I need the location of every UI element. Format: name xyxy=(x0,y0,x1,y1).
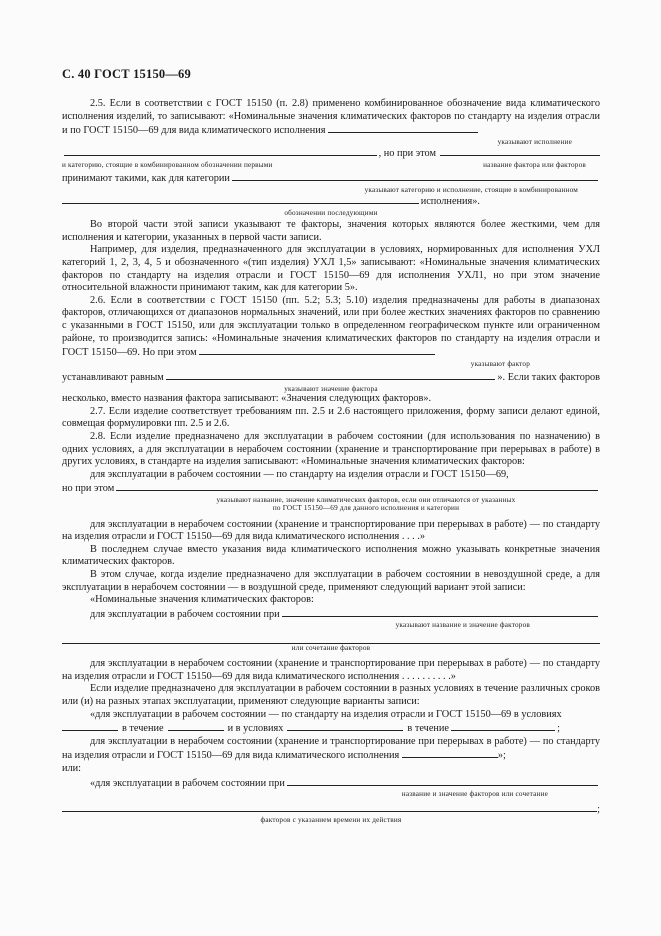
paragraph: для эксплуатации в рабочем состоянии — по стандарту на изделия отрасли и ГОСТ 15150—69, xyxy=(90,468,509,480)
field-caption: указывают фактор xyxy=(470,359,530,368)
paragraph: В последнем случае вместо указания вида климатического исполнения можно указывать конкретные значения климатических факторов. xyxy=(62,543,600,568)
field-caption: обозначении последующими xyxy=(284,208,378,217)
blank-line xyxy=(199,345,435,355)
paragraph: Во второй части этой записи указывают те факторы, значения которых являются более жесткими, чем для исполнения и категории, указанных в первой части записи. xyxy=(62,219,600,243)
form-line: ; xyxy=(62,802,600,817)
blank-line xyxy=(166,370,496,380)
form-line: «для эксплуатации в рабочем состоянии при xyxy=(62,776,600,791)
field-caption: указывают значение фактора xyxy=(284,384,378,393)
form-line: для эксплуатации в рабочем состоянии при xyxy=(62,607,600,622)
blank-line xyxy=(287,776,598,786)
blank-line xyxy=(402,748,498,758)
blank-line xyxy=(62,634,600,644)
paragraph: Например, для изделия, предназначенного для эксплуатации в условиях, нормированных для исполнения УХЛ категорий 1, 2, 3, 4, 5 и обозначенного «(тип изделия) УХЛ 1,5» записывают: «Номинальные значения климатических факторов по стандарту на изделия отрасли и ГОСТ 15150—69 для исполнения УХЛ1, но при этом значение относительной влажности принимают таким, как для категории 5». xyxy=(62,244,600,294)
paragraph: 2.7. Если изделие соответствует требованиям пп. 2.5 и 2.6 настоящего приложения, форму записи делают единой, совмещая формулировки пп. 2.5 и 2.6. xyxy=(62,405,600,430)
blank-line xyxy=(62,802,597,812)
paragraph: несколько, вместо названия фактора записывают: «Значения следующих факторов». xyxy=(62,393,432,405)
blank-line xyxy=(282,607,598,617)
paragraph: Если изделие предназначено для эксплуатации в рабочем состоянии в разных условиях в течение различных сроков или (и) на разных этапах эксплуатации, применяют следующие варианты записи: xyxy=(62,683,600,708)
form-line: исполнения». xyxy=(62,194,600,209)
paragraph: «для эксплуатации в рабочем состоянии — по стандарту на изделия отрасли и ГОСТ 15150—69 в условиях xyxy=(90,708,562,720)
paragraph: или: xyxy=(62,763,82,774)
paragraph: для эксплуатации в нерабочем состоянии (хранение и транспортирование при перерывах в работе) — по стандарту на изделия отрасли и ГОСТ 15150—69 для вида климатического исполнения . . . .» xyxy=(62,518,600,543)
caption-row: и категорию, стоящие в комбинированном обозначении первыми название фактора или факторов xyxy=(62,160,586,169)
field-caption: по ГОСТ 15150—69 для данного исполнения и категории xyxy=(272,504,460,513)
blank-line xyxy=(287,721,403,731)
paragraph: 2.5. Если в соответствии с ГОСТ 15150 (п. 2.8) применено комбинированное обозначение вида климатического исполнения изделий, то записывают: «Номинальные значения климатических факторов по стандарту на изделия отрасли и по ГОСТ 15150—69 для вида климатического исполнения xyxy=(62,98,600,137)
blank-line xyxy=(440,146,600,156)
blank-line xyxy=(168,721,224,731)
field-caption: факторов с указанием времени их действия xyxy=(260,816,402,825)
form-line: , но при этом xyxy=(62,146,600,161)
field-caption: или сочетание факторов xyxy=(291,643,371,652)
form-line: устанавливают равным ». Если таких факторов xyxy=(62,372,600,384)
paragraph: 2.6. Если в соответствии с ГОСТ 15150 (пп. 5.2; 5.3; 5.10) изделия предназначены для работы в диапазонах факторов, отличающихся от диапазонов нормальных значений, или при более жестких значениях факторов по сравнению с указанными в ГОСТ 15150, или для эксплуатации только в определенном географическом пункте или ограниченном районе, то производится запись: «Номинальные значения климатических факторов по стандарту на изделия отрасли и ГОСТ 15150—69. Но при этом xyxy=(62,294,600,359)
field-caption: указывают категорию и исполнение, стоящие в комбинированном xyxy=(364,185,578,194)
paragraph: для эксплуатации в нерабочем состоянии (хранение и транспортирование при перерывах в работе) — по стандарту на изделия отрасли и ГОСТ 15150—69 для вида климатического исполнения »; xyxy=(62,735,600,762)
form-line: но при этом xyxy=(62,481,600,496)
page-header: С. 40 ГОСТ 15150—69 xyxy=(62,67,191,81)
blank-line xyxy=(328,123,478,133)
blank-line xyxy=(62,721,118,731)
field-caption: указывают название и значение факторов xyxy=(395,621,530,630)
form-line: принимают такими, как для категории xyxy=(62,171,600,186)
paragraph: В этом случае, когда изделие предназначено для эксплуатации в рабочем состоянии в невоздушной среде, а для эксплуатации в нерабочем состоянии — в воздушной среде, применяют следующий вариант этой записи: xyxy=(62,569,600,593)
blank-line xyxy=(64,146,377,156)
paragraph: «Номинальные значения климатических факторов: xyxy=(90,594,314,606)
blank-line xyxy=(62,194,419,204)
field-caption: указывают исполнение xyxy=(497,137,572,146)
blank-line xyxy=(451,721,555,731)
document-body xyxy=(62,98,600,825)
form-line xyxy=(62,634,600,644)
paragraph: для эксплуатации в нерабочем состоянии (хранение и транспортирование при перерывах в работе) — по стандарту на изделия отрасли и ГОСТ 15150—69 для вида климатического исполнения . . . . . . . . . .» xyxy=(62,658,600,682)
blank-line xyxy=(232,171,598,181)
field-caption: указывают название, значение климатических факторов, если они отличаются от указанных xyxy=(216,495,516,504)
form-line: в течение и в условиях в течение ; xyxy=(62,721,600,736)
paragraph: 2.8. Если изделие предназначено для эксплуатации в рабочем состоянии (для использования по назначению) в одних условиях, а для эксплуатации в нерабочем состоянии (хранение и транспортирование при перерывах в работе) в других условиях, в стандарте на изделия записывают: «Номинальные значения климатических факторов: xyxy=(62,430,600,468)
field-caption: название и значение факторов или сочетание xyxy=(401,790,548,799)
blank-line xyxy=(116,481,598,491)
